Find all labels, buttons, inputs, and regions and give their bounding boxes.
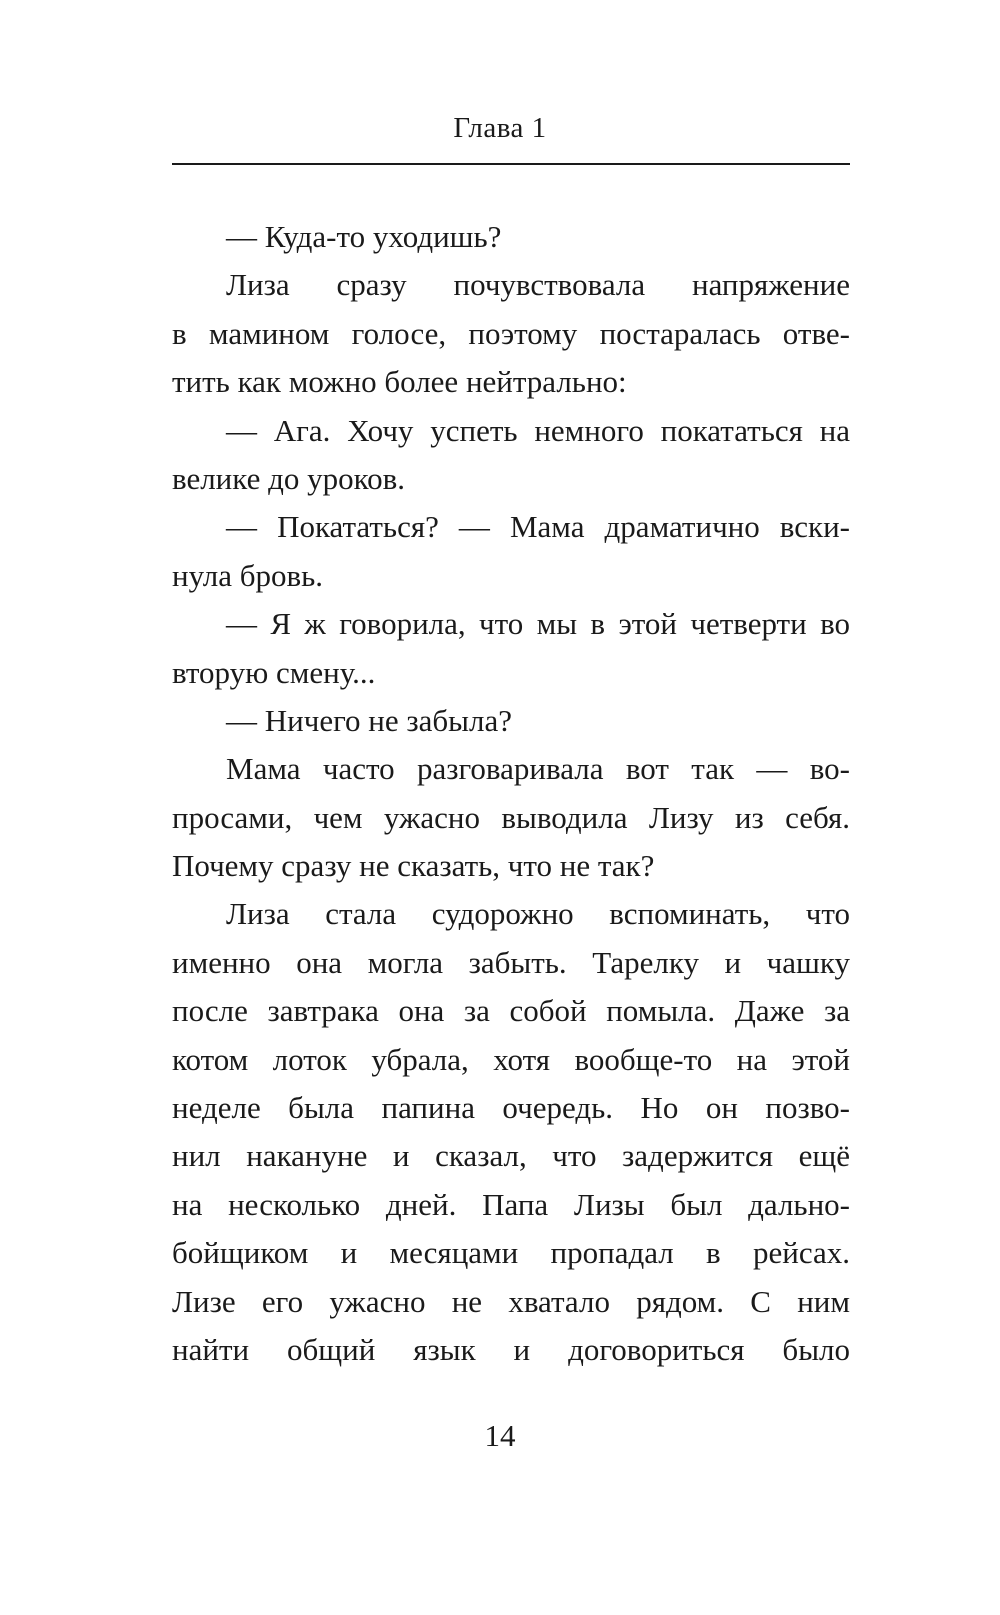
text-line: просами, чем ужасно выводила Лизу из себя.: [172, 799, 850, 835]
text-line: в мамином голосе, поэтому постаралась отве-: [172, 315, 850, 351]
text-line: — Покататься? — Мама драматично вски-: [226, 509, 850, 545]
text-line: вторую смену...: [172, 654, 376, 690]
text-line: именно она могла забыть. Тарелку и чашку: [172, 944, 850, 980]
text-line: тить как можно более нейтрально:: [172, 364, 627, 400]
text-line: нил накануне и сказал, что задержится ещё: [172, 1138, 850, 1174]
text-line: неделе была папина очередь. Но он позво-: [172, 1090, 850, 1126]
text-line: нула бровь.: [172, 557, 324, 593]
text-line: котом лоток убрала, хотя вообще-то на этой: [172, 1041, 850, 1077]
text-line: — Ага. Хочу успеть немного покататься на: [226, 412, 850, 448]
text-line: на несколько дней. Папа Лизы был дально-: [172, 1186, 850, 1222]
text-line: Лиза сразу почувствовала напряжение: [226, 267, 850, 303]
text-line: — Ничего не забыла?: [226, 702, 512, 738]
header-rule: [172, 163, 850, 165]
page-number: 14: [484, 1418, 516, 1453]
text-line: — Я ж говорила, что мы в этой четверти во: [226, 606, 850, 642]
text-line: Почему сразу не сказать, что не так?: [172, 848, 655, 884]
text-line: — Куда-то уходишь?: [226, 219, 502, 254]
running-head: Глава 1: [453, 112, 547, 144]
text-line: Лизе его ужасно не хватало рядом. С ним: [172, 1283, 850, 1319]
text-line: Мама часто разговаривала вот так — во-: [226, 751, 850, 787]
text-line: найти общий язык и договориться было: [172, 1331, 850, 1367]
text-line: Лиза стала судорожно вспоминать, что: [226, 896, 850, 932]
body-text: [172, 213, 850, 1374]
text-line: после завтрака она за собой помыла. Даже за: [172, 993, 850, 1029]
text-line: бойщиком и месяцами пропадал в рейсах.: [172, 1235, 850, 1271]
text-line: велике до уроков.: [172, 460, 405, 496]
